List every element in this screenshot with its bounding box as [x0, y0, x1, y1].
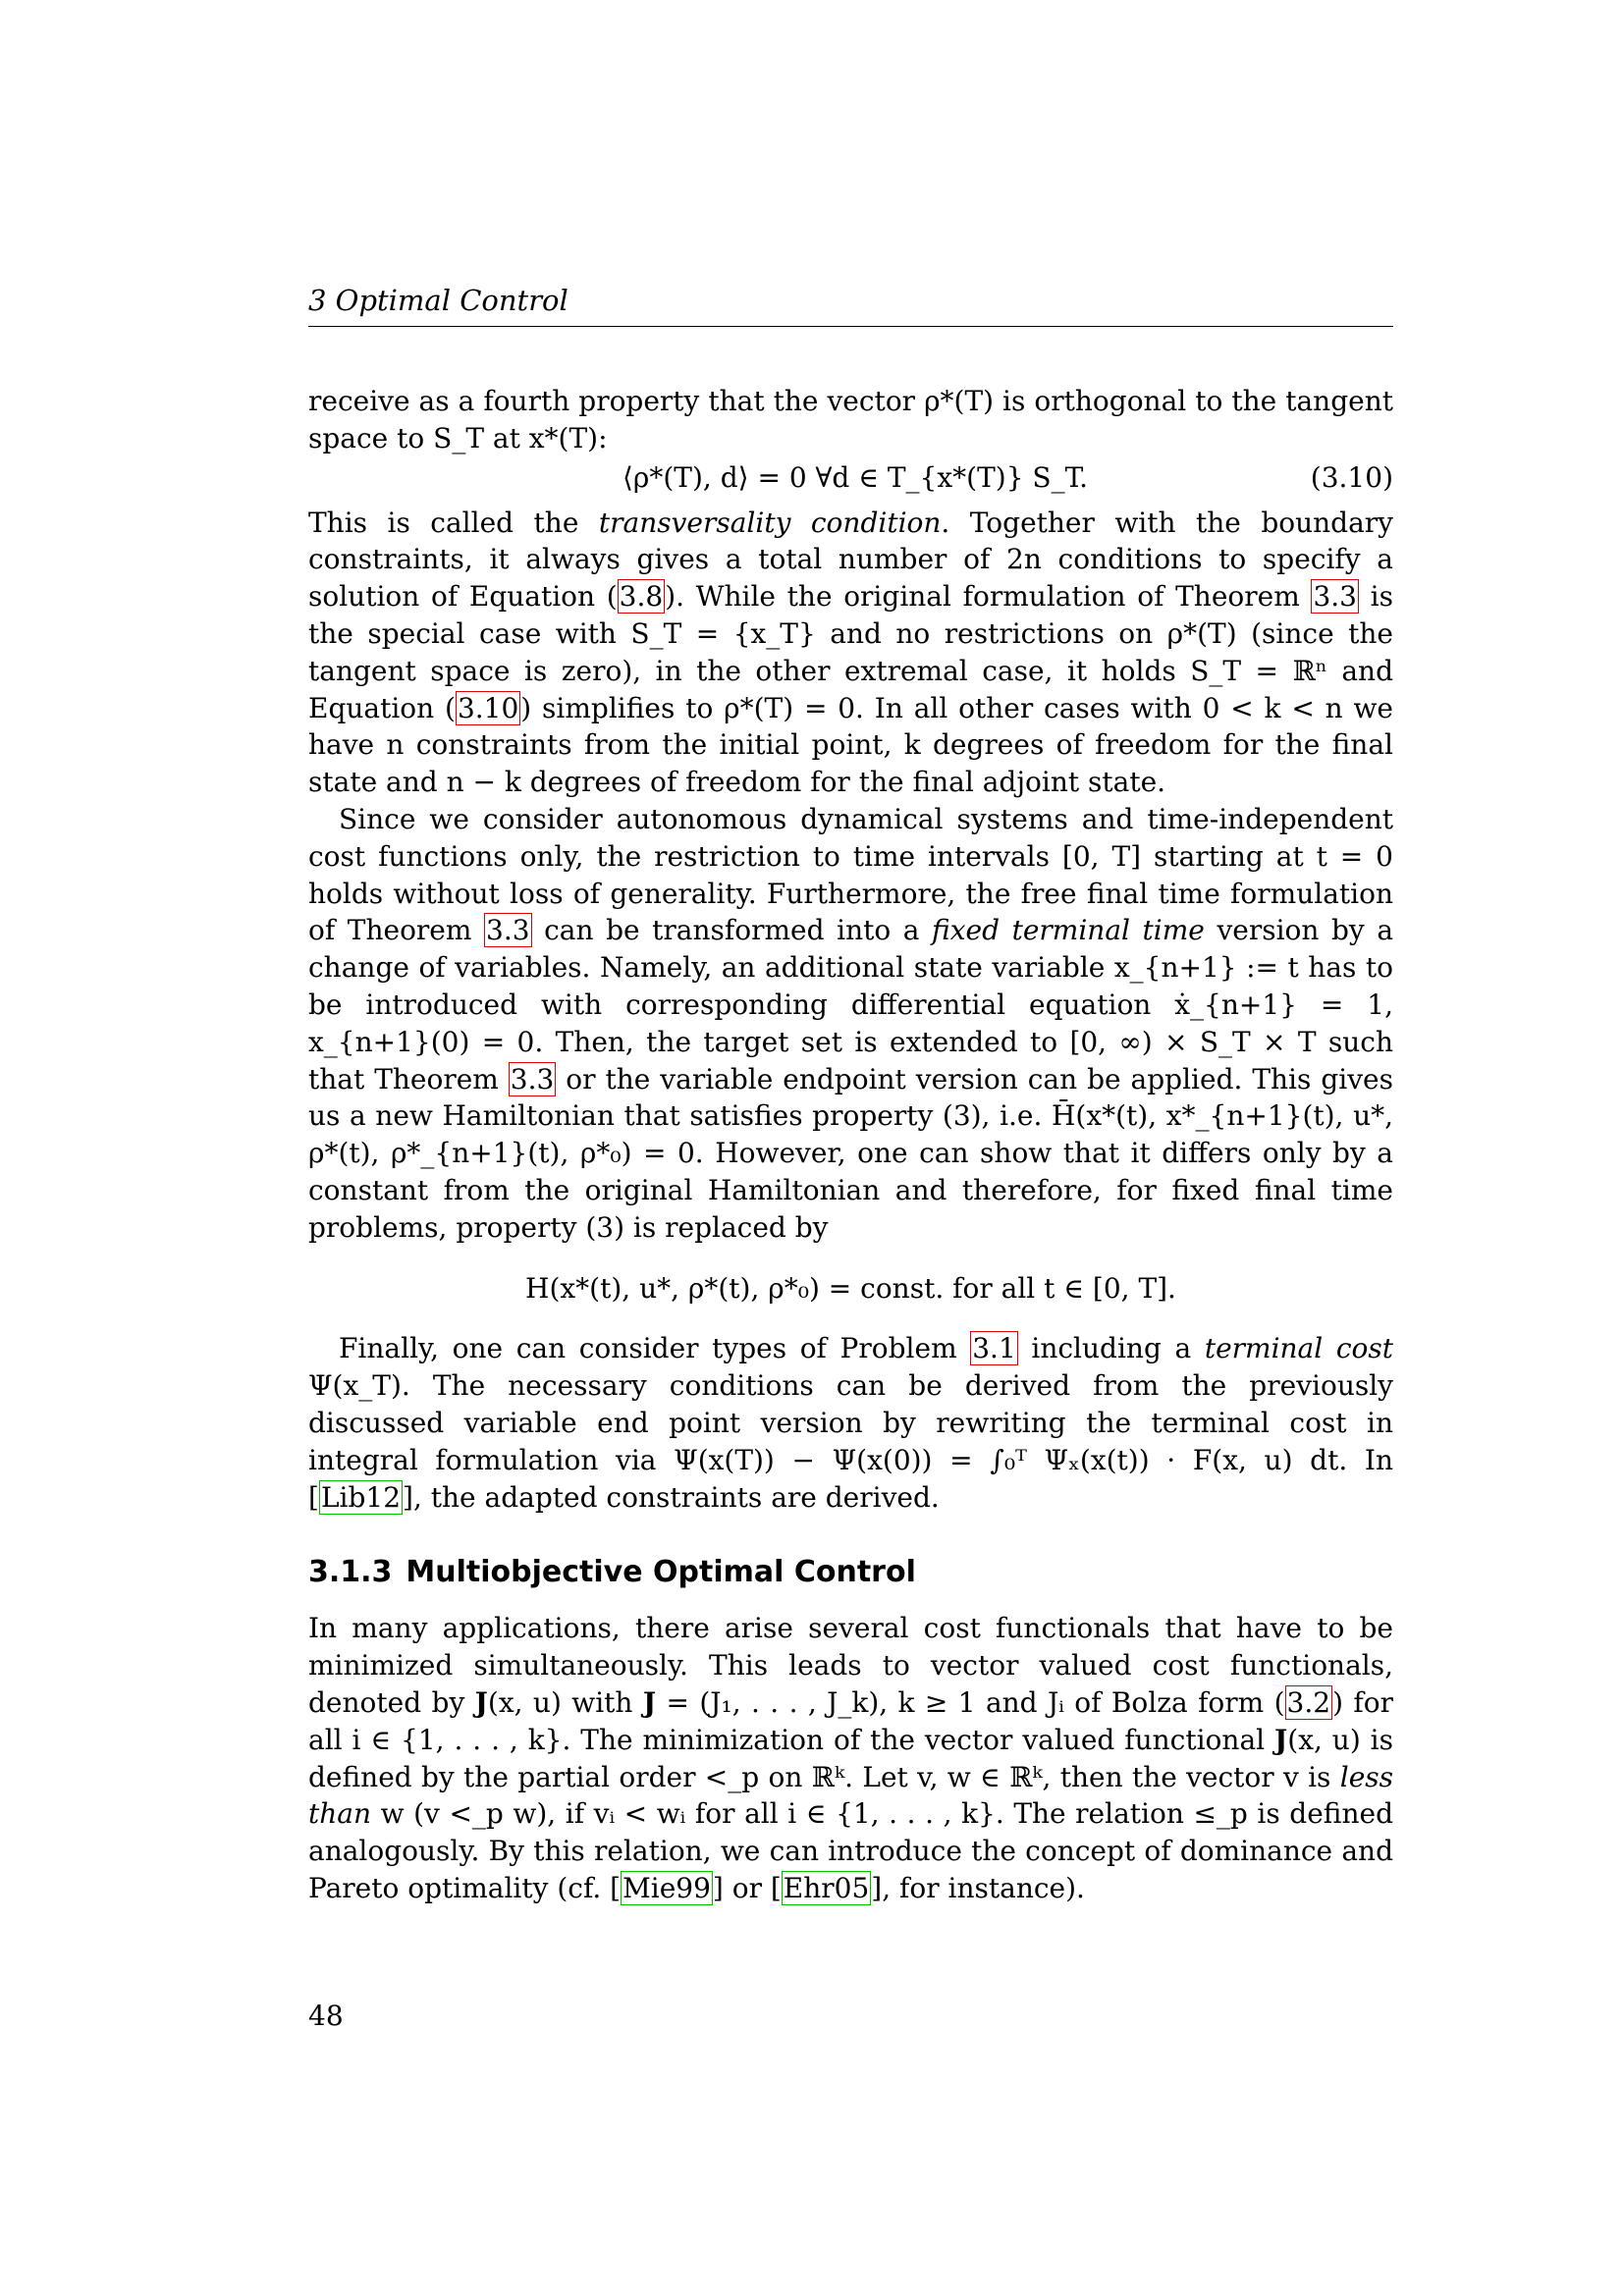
- section-number: 3.1.3: [308, 1555, 393, 1590]
- running-title: 3 Optimal Control: [308, 284, 568, 317]
- term-fixed-terminal-time: fixed terminal time: [932, 914, 1205, 947]
- theorem-ref-link[interactable]: 3.3: [486, 914, 530, 947]
- equation-number: (3.10): [1310, 460, 1393, 494]
- equation-body: ⟨ρ*(T), d⟩ = 0 ∀d ∈ T_{x*(T)} S_T.: [622, 460, 1089, 494]
- page-number: 48: [308, 2000, 344, 2032]
- problem-ref-link[interactable]: 3.1: [972, 1332, 1016, 1365]
- theorem-ref-link[interactable]: 3.3: [1313, 580, 1357, 614]
- citation-link[interactable]: Mie99: [622, 1871, 711, 1904]
- paragraph-terminal-cost: Finally, one can consider types of Problem 3.1 including a terminal cost Ψ(x_T). The necessary conditions can be derived from the previously discussed variable end point version by rewriting the terminal cost in integral formulation via Ψ(x(T)) − Ψ(x(0)) = ∫₀ᵀ Ψₓ(x(t)) · F(x, u) dt. In [Lib12], the adapted constraints are derived.: [308, 1332, 1393, 1514]
- equation-ref-link[interactable]: 3.8: [619, 580, 664, 614]
- term-less-than: less than: [308, 1760, 1393, 1831]
- section-spacer: [308, 1516, 1393, 1553]
- main-text: [308, 383, 1393, 1907]
- paragraph-transversality: This is called the transversality condition. Together with the boundary constraints, it always gives a total number of 2n conditions to specify a solution of Equation (3.8). While the original formulation of Theorem 3.3 is the special case with S_T = {x_T} and no restrictions on ρ*(T) (since the tangent space is zero), in the other extremal case, it holds S_T = ℝⁿ and Equation (3.10) simplifies to ρ*(T) = 0. In all other cases with 0 < k < n we have n constraints from the initial point, k degrees of freedom for the final state and n − k degrees of freedom for the final adjoint state.: [308, 506, 1394, 799]
- paragraph-multiobjective: In many applications, there arise several cost functionals that have to be minimized simultaneously. This leads to vector valued cost functionals, denoted by J(x, u) with J = (J₁, . . . , J_k), k ≥ 1 and Jᵢ of Bolza form (3.2) for all i ∈ {1, . . . , k}. The minimization of the vector valued functional J(x, u) is defined by the partial order <_p on ℝᵏ. Let v, w ∈ ℝᵏ, then the vector v is less than w (v <_p w), if vᵢ < wᵢ for all i ∈ {1, . . . , k}. The relation ≤_p is defined analogously. By this relation, we can introduce the concept of dominance and Pareto optimality (cf. [Mie99] or [Ehr05], for instance).: [308, 1612, 1393, 1904]
- equation-ref-link[interactable]: 3.10: [457, 691, 519, 724]
- header-rule: [308, 326, 1393, 327]
- equation-ref-link[interactable]: 3.2: [1286, 1685, 1331, 1719]
- section-title: Multiobjective Optimal Control: [406, 1555, 916, 1590]
- citation-link[interactable]: Lib12: [320, 1480, 402, 1514]
- paragraph-autonomous: Since we consider autonomous dynamical systems and time-independent cost functions only, the restriction to time intervals [0, T] starting at t = 0 holds without loss of generality. Furthermore, the free final time formulation of Theorem 3.3 can be transformed into a fixed terminal time version by a change of variables. Namely, an additional state variable x_{n+1} := t has to be introduced with corresponding differential equation ẋ_{n+1} = 1, x_{n+1}(0) = 0. Then, the target set is extended to [0, ∞) × S_T × T such that Theorem 3.3 or the variable endpoint version can be applied. This gives us a new Hamiltonian that satisfies property (3), i.e. H̄(x*(t), x*_{n+1}(t), u*, ρ*(t), ρ*_{n+1}(t), ρ*₀) = 0. However, one can show that it differs only by a constant from the original Hamiltonian and therefore, for fixed final time problems, property (3) is replaced by: [308, 802, 1394, 1244]
- term-terminal-cost: terminal cost: [1204, 1332, 1393, 1365]
- section-heading: [308, 1553, 1393, 1592]
- term-transversality: transversality condition: [598, 506, 942, 539]
- citation-link[interactable]: Ehr05: [783, 1871, 870, 1904]
- equation-3-10: [308, 459, 1393, 501]
- equation-hamiltonian-const: H(x*(t), u*, ρ*(t), ρ*₀) = const. for all t ∈ [0, T].: [525, 1271, 1176, 1305]
- theorem-ref-link[interactable]: 3.3: [510, 1062, 555, 1095]
- paragraph-intro: receive as a fourth property that the vector ρ*(T) is orthogonal to the tangent space to S_T at x*(T):: [308, 385, 1393, 454]
